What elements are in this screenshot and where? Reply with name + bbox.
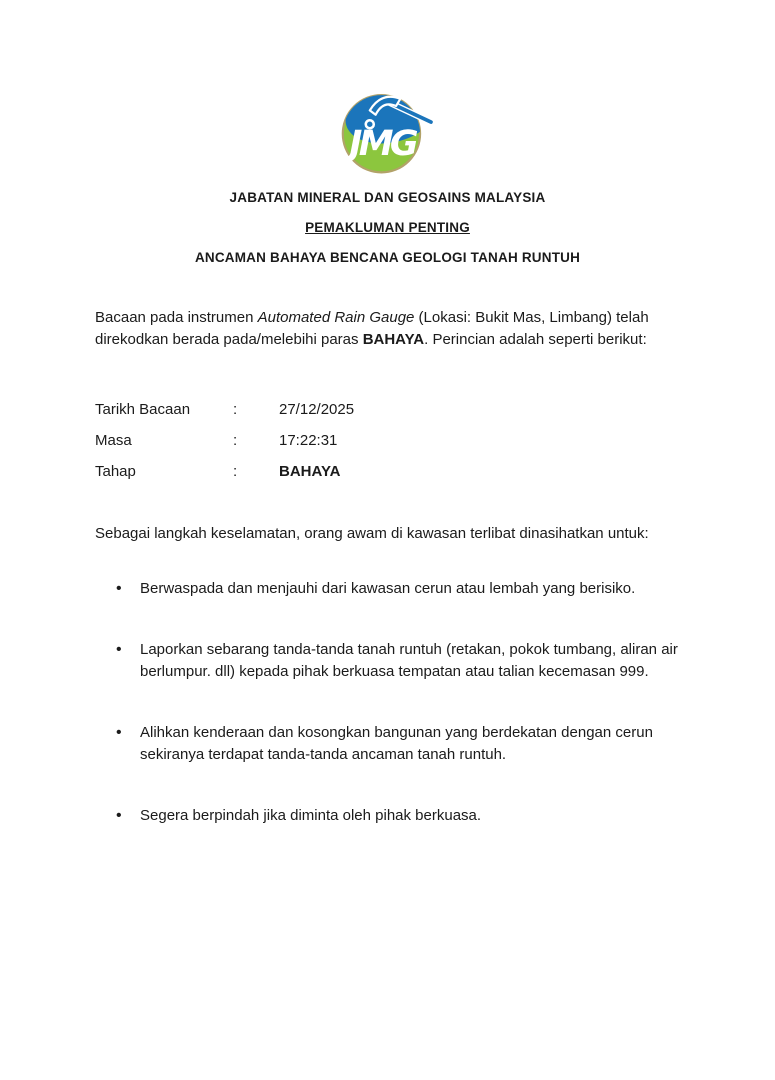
text-segment: Bacaan pada instrumen — [95, 309, 258, 326]
advisory-item: • Laporkan sebarang tanda-tanda tanah runtuh (retakan, pokok tumbang, aliran air berlumpur. dll) kepada pihak berkuasa tempatan atau talian kecemasan 999. — [95, 639, 680, 683]
jmg-logo-icon — [339, 90, 437, 176]
agency-title: JABATAN MINERAL DAN GEOSAINS MALAYSIA — [229, 190, 546, 205]
jmg-logo — [95, 90, 680, 176]
detail-separator: : — [233, 401, 238, 418]
advisory-item: • Berwaspada dan menjauhi dari kawasan cerun atau lembah yang berisiko. — [95, 578, 680, 600]
text-segment: (Lokasi: Bukit Mas, Limbang) telah direkodkan berada pada/melebihi paras — [95, 309, 649, 348]
hazard-title: ANCAMAN BAHAYA BENCANA GEOLOGI TANAH RUNTUH — [194, 250, 581, 265]
jmg-monogram: JMG — [348, 123, 415, 164]
detail-value: 27/12/2025 — [279, 401, 355, 418]
detail-label: Tahap — [95, 463, 136, 480]
reading-details — [95, 401, 680, 481]
detail-row-date — [95, 401, 680, 419]
advisory-lead: Sebagai langkah keselamatan, orang awam di kawasan terlibat dinasihatkan untuk: — [95, 525, 649, 542]
text-segment: . Perincian adalah seperti berikut: — [424, 331, 647, 348]
detail-separator: : — [233, 432, 238, 449]
advisory-item: • Alihkan kenderaan dan kosongkan bangunan yang berdekatan dengan cerun sekiranya terdapat tanda-tanda ancaman tanah runtuh. — [95, 722, 680, 766]
intro-paragraph — [95, 307, 680, 351]
detail-row-level — [95, 463, 680, 481]
detail-label: Masa — [95, 432, 132, 449]
detail-value: 17:22:31 — [279, 432, 338, 449]
detail-value: BAHAYA — [279, 463, 341, 480]
detail-separator: : — [233, 463, 238, 480]
detail-label: Tarikh Bacaan — [95, 401, 191, 418]
detail-row-time — [95, 432, 680, 450]
text-segment: BAHAYA — [362, 331, 425, 348]
advisory-list — [95, 578, 680, 827]
text-segment: Automated Rain Gauge — [257, 309, 415, 326]
advisory-item: • Segera berpindah jika diminta oleh pihak berkuasa. — [95, 805, 680, 827]
notice-title: PEMAKLUMAN PENTING — [305, 220, 470, 235]
